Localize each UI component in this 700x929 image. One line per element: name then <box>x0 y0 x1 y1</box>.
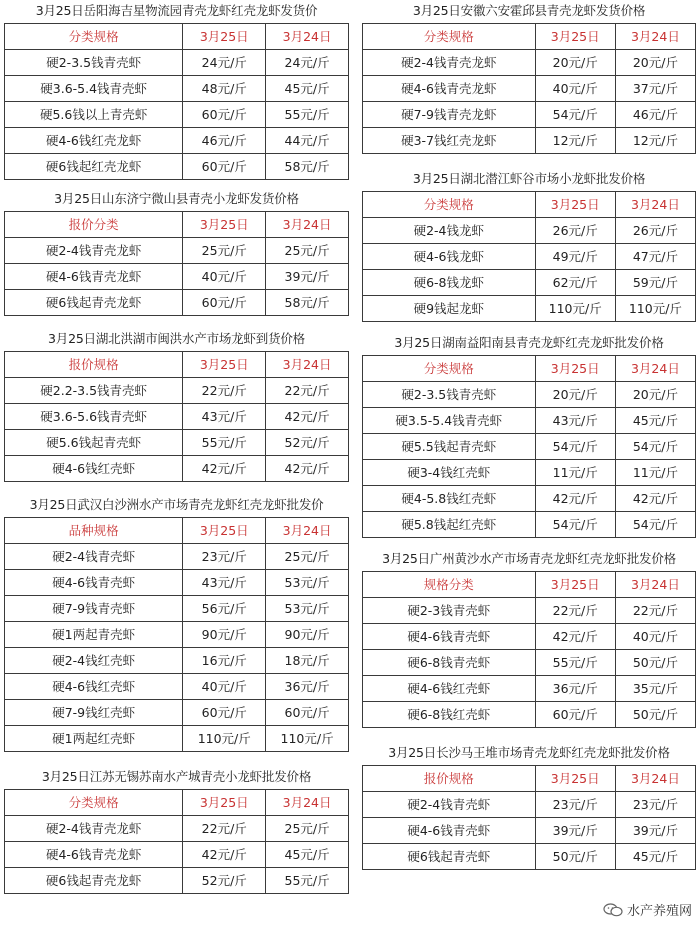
section-title: 3月25日武汉白沙洲水产市场青壳龙虾红壳龙虾批发价 <box>29 497 324 512</box>
price-section <box>362 548 696 728</box>
spec-cell: 硬4-6钱龙虾 <box>363 244 536 270</box>
spec-cell: 硬3.6-5.6钱青壳虾 <box>5 404 183 430</box>
table-row <box>363 128 696 154</box>
table-row <box>363 624 696 650</box>
price-today-cell: 49元/斤 <box>535 244 615 270</box>
header-cell: 3月25日 <box>535 192 615 218</box>
spec-cell: 硬3.5-5.4钱青壳虾 <box>363 408 536 434</box>
price-today-cell: 54元/斤 <box>535 434 615 460</box>
spec-cell: 硬4-6钱红壳虾 <box>5 456 183 482</box>
header-cell: 3月24日 <box>615 24 695 50</box>
table-row <box>363 792 696 818</box>
spec-cell: 硬6钱起青壳龙虾 <box>5 868 183 894</box>
price-today-cell: 60元/斤 <box>535 702 615 728</box>
price-yesterday-cell: 110元/斤 <box>615 296 695 322</box>
price-yesterday-cell: 90元/斤 <box>266 622 349 648</box>
price-yesterday-cell: 20元/斤 <box>615 382 695 408</box>
price-yesterday-cell: 18元/斤 <box>266 648 349 674</box>
spec-cell: 硬5.6钱起青壳虾 <box>5 430 183 456</box>
price-table <box>362 191 696 322</box>
header-cell: 3月24日 <box>266 212 349 238</box>
header-cell: 3月24日 <box>615 572 695 598</box>
price-today-cell: 36元/斤 <box>535 676 615 702</box>
price-today-cell: 62元/斤 <box>535 270 615 296</box>
price-today-cell: 60元/斤 <box>183 102 266 128</box>
table-header-row <box>363 572 696 598</box>
table-row <box>363 512 696 538</box>
spec-cell: 硬3.6-5.4钱青壳虾 <box>5 76 183 102</box>
table-header-row <box>363 192 696 218</box>
table-header-row <box>5 790 349 816</box>
header-cell: 3月25日 <box>183 518 266 544</box>
header-cell: 3月25日 <box>535 356 615 382</box>
price-yesterday-cell: 36元/斤 <box>266 674 349 700</box>
spec-cell: 硬7-9钱红壳虾 <box>5 700 183 726</box>
header-cell: 报价规格 <box>5 352 183 378</box>
price-yesterday-cell: 50元/斤 <box>615 702 695 728</box>
price-today-cell: 40元/斤 <box>183 674 266 700</box>
price-yesterday-cell: 45元/斤 <box>615 844 695 870</box>
header-cell: 品种规格 <box>5 518 183 544</box>
spec-cell: 硬1两起青壳虾 <box>5 622 183 648</box>
table-row <box>5 868 349 894</box>
price-yesterday-cell: 45元/斤 <box>266 76 349 102</box>
spec-cell: 硬2-3钱青壳虾 <box>363 598 536 624</box>
price-table <box>362 765 696 870</box>
spec-cell: 硬2-4钱青壳龙虾 <box>363 50 536 76</box>
price-today-cell: 24元/斤 <box>183 50 266 76</box>
table-row <box>5 76 349 102</box>
table-header-row <box>5 212 349 238</box>
price-today-cell: 60元/斤 <box>183 700 266 726</box>
price-table <box>4 517 349 752</box>
table-row <box>363 598 696 624</box>
price-today-cell: 25元/斤 <box>183 238 266 264</box>
price-today-cell: 40元/斤 <box>535 76 615 102</box>
section-title: 3月25日江苏无锡苏南水产城青壳小龙虾批发价格 <box>41 769 312 784</box>
wechat-logo-icon <box>603 903 623 917</box>
header-cell: 分类规格 <box>363 356 536 382</box>
price-section <box>4 188 349 316</box>
price-yesterday-cell: 44元/斤 <box>266 128 349 154</box>
table-row <box>363 650 696 676</box>
price-yesterday-cell: 37元/斤 <box>615 76 695 102</box>
price-today-cell: 55元/斤 <box>535 650 615 676</box>
spec-cell: 硬4-6钱青壳虾 <box>363 818 536 844</box>
table-row <box>5 102 349 128</box>
price-today-cell: 48元/斤 <box>183 76 266 102</box>
table-row <box>5 264 349 290</box>
table-row <box>5 570 349 596</box>
spec-cell: 硬2-4钱青壳虾 <box>5 544 183 570</box>
table-row <box>5 430 349 456</box>
price-today-cell: 43元/斤 <box>183 570 266 596</box>
spec-cell: 硬4-6钱青壳龙虾 <box>363 76 536 102</box>
header-cell: 分类规格 <box>363 24 536 50</box>
section-title: 3月25日长沙马王堆市场青壳龙虾红壳龙虾批发价格 <box>388 745 670 760</box>
price-yesterday-cell: 22元/斤 <box>266 378 349 404</box>
header-cell: 3月25日 <box>183 352 266 378</box>
price-today-cell: 23元/斤 <box>535 792 615 818</box>
price-yesterday-cell: 11元/斤 <box>615 460 695 486</box>
price-yesterday-cell: 20元/斤 <box>615 50 695 76</box>
price-yesterday-cell: 53元/斤 <box>266 570 349 596</box>
spec-cell: 硬4-6钱红壳虾 <box>5 674 183 700</box>
header-cell: 3月25日 <box>183 24 266 50</box>
spec-cell: 硬6钱起青壳龙虾 <box>5 290 183 316</box>
price-today-cell: 22元/斤 <box>183 378 266 404</box>
spec-cell: 硬4-6钱青壳虾 <box>363 624 536 650</box>
spec-cell: 硬2-3.5钱青壳虾 <box>5 50 183 76</box>
price-yesterday-cell: 39元/斤 <box>266 264 349 290</box>
price-today-cell: 26元/斤 <box>535 218 615 244</box>
header-cell: 分类规格 <box>363 192 536 218</box>
price-section <box>362 0 696 154</box>
price-yesterday-cell: 52元/斤 <box>266 430 349 456</box>
price-today-cell: 43元/斤 <box>535 408 615 434</box>
price-yesterday-cell: 54元/斤 <box>615 434 695 460</box>
price-yesterday-cell: 42元/斤 <box>266 404 349 430</box>
spec-cell: 硬6-8钱青壳虾 <box>363 650 536 676</box>
spec-cell: 硬4-6钱红壳龙虾 <box>5 128 183 154</box>
price-yesterday-cell: 22元/斤 <box>615 598 695 624</box>
price-yesterday-cell: 54元/斤 <box>615 512 695 538</box>
table-row <box>5 622 349 648</box>
table-row <box>363 818 696 844</box>
price-today-cell: 55元/斤 <box>183 430 266 456</box>
header-cell: 3月24日 <box>266 352 349 378</box>
price-yesterday-cell: 42元/斤 <box>615 486 695 512</box>
table-row <box>363 486 696 512</box>
price-yesterday-cell: 26元/斤 <box>615 218 695 244</box>
price-today-cell: 20元/斤 <box>535 382 615 408</box>
table-header-row <box>363 24 696 50</box>
table-row <box>363 702 696 728</box>
table-row <box>363 676 696 702</box>
table-header-row <box>5 518 349 544</box>
price-yesterday-cell: 12元/斤 <box>615 128 695 154</box>
spec-cell: 硬6-8钱龙虾 <box>363 270 536 296</box>
table-row <box>5 154 349 180</box>
spec-cell: 硬6-8钱红壳虾 <box>363 702 536 728</box>
table-row <box>5 842 349 868</box>
price-today-cell: 12元/斤 <box>535 128 615 154</box>
table-row <box>5 596 349 622</box>
section-title: 3月25日湖南益阳南县青壳龙虾红壳龙虾批发价格 <box>394 335 664 350</box>
table-header-row <box>5 24 349 50</box>
table-row <box>5 456 349 482</box>
header-cell: 分类规格 <box>5 24 183 50</box>
watermark <box>603 900 692 919</box>
price-today-cell: 42元/斤 <box>183 456 266 482</box>
price-today-cell: 16元/斤 <box>183 648 266 674</box>
header-cell: 3月25日 <box>535 572 615 598</box>
header-cell: 3月25日 <box>183 212 266 238</box>
table-row <box>363 102 696 128</box>
price-yesterday-cell: 58元/斤 <box>266 154 349 180</box>
table-row <box>363 460 696 486</box>
price-table <box>362 23 696 154</box>
table-row <box>5 238 349 264</box>
spec-cell: 硬2-4钱青壳龙虾 <box>5 238 183 264</box>
price-today-cell: 60元/斤 <box>183 154 266 180</box>
header-cell: 3月24日 <box>615 356 695 382</box>
header-cell: 报价分类 <box>5 212 183 238</box>
price-today-cell: 56元/斤 <box>183 596 266 622</box>
price-table <box>362 571 696 728</box>
price-yesterday-cell: 47元/斤 <box>615 244 695 270</box>
price-yesterday-cell: 55元/斤 <box>266 102 349 128</box>
header-cell: 3月25日 <box>535 766 615 792</box>
price-today-cell: 11元/斤 <box>535 460 615 486</box>
table-row <box>5 128 349 154</box>
spec-cell: 硬2-4钱青壳龙虾 <box>5 816 183 842</box>
spec-cell: 硬5.5钱起青壳虾 <box>363 434 536 460</box>
header-cell: 3月24日 <box>266 518 349 544</box>
header-cell: 规格分类 <box>363 572 536 598</box>
header-cell: 3月25日 <box>535 24 615 50</box>
price-section <box>362 168 696 322</box>
price-today-cell: 42元/斤 <box>183 842 266 868</box>
price-table <box>4 211 349 316</box>
spec-cell: 硬4-6钱青壳虾 <box>5 570 183 596</box>
price-section <box>4 0 349 180</box>
price-yesterday-cell: 35元/斤 <box>615 676 695 702</box>
price-yesterday-cell: 46元/斤 <box>615 102 695 128</box>
price-today-cell: 90元/斤 <box>183 622 266 648</box>
price-yesterday-cell: 23元/斤 <box>615 792 695 818</box>
price-yesterday-cell: 58元/斤 <box>266 290 349 316</box>
price-yesterday-cell: 39元/斤 <box>615 818 695 844</box>
table-row <box>363 218 696 244</box>
table-row <box>5 648 349 674</box>
price-table <box>362 355 696 538</box>
table-row <box>5 816 349 842</box>
price-today-cell: 22元/斤 <box>183 816 266 842</box>
section-title: 3月25日山东济宁微山县青壳小龙虾发货价格 <box>54 191 299 206</box>
spec-cell: 硬4-6钱青壳龙虾 <box>5 264 183 290</box>
spec-cell: 硬9钱起龙虾 <box>363 296 536 322</box>
price-today-cell: 54元/斤 <box>535 512 615 538</box>
price-today-cell: 20元/斤 <box>535 50 615 76</box>
table-row <box>363 76 696 102</box>
price-today-cell: 43元/斤 <box>183 404 266 430</box>
header-cell: 分类规格 <box>5 790 183 816</box>
price-yesterday-cell: 55元/斤 <box>266 868 349 894</box>
price-table <box>4 351 349 482</box>
spec-cell: 硬3-7钱红壳龙虾 <box>363 128 536 154</box>
price-today-cell: 23元/斤 <box>183 544 266 570</box>
table-row <box>5 674 349 700</box>
price-today-cell: 110元/斤 <box>183 726 266 752</box>
price-yesterday-cell: 45元/斤 <box>266 842 349 868</box>
spec-cell: 硬7-9钱青壳龙虾 <box>363 102 536 128</box>
spec-cell: 硬2-4钱龙虾 <box>363 218 536 244</box>
table-row <box>363 844 696 870</box>
spec-cell: 硬3-4钱红壳虾 <box>363 460 536 486</box>
section-title: 3月25日湖北洪湖市闽洪水产市场龙虾到货价格 <box>48 331 305 346</box>
price-yesterday-cell: 110元/斤 <box>266 726 349 752</box>
table-row <box>363 382 696 408</box>
table-row <box>5 404 349 430</box>
price-today-cell: 46元/斤 <box>183 128 266 154</box>
section-title: 3月25日安徽六安霍邱县青壳龙虾发货价格 <box>412 3 646 18</box>
price-today-cell: 39元/斤 <box>535 818 615 844</box>
price-section <box>362 742 696 870</box>
price-table <box>4 789 349 894</box>
price-yesterday-cell: 59元/斤 <box>615 270 695 296</box>
section-title: 3月25日岳阳海吉星物流园青壳龙虾红壳龙虾发货价 <box>35 3 318 18</box>
header-cell: 报价规格 <box>363 766 536 792</box>
table-header-row <box>363 356 696 382</box>
header-cell: 3月25日 <box>183 790 266 816</box>
header-cell: 3月24日 <box>266 24 349 50</box>
table-row <box>363 244 696 270</box>
spec-cell: 硬7-9钱青壳虾 <box>5 596 183 622</box>
spec-cell: 硬2-4钱红壳虾 <box>5 648 183 674</box>
spec-cell: 硬2.2-3.5钱青壳虾 <box>5 378 183 404</box>
section-title: 3月25日广州黄沙水产市场青壳龙虾红壳龙虾批发价格 <box>382 551 676 566</box>
spec-cell: 硬1两起红壳虾 <box>5 726 183 752</box>
spec-cell: 硬4-5.8钱红壳虾 <box>363 486 536 512</box>
table-header-row <box>363 766 696 792</box>
table-row <box>5 544 349 570</box>
table-row <box>5 378 349 404</box>
table-row <box>5 290 349 316</box>
price-yesterday-cell: 40元/斤 <box>615 624 695 650</box>
price-today-cell: 50元/斤 <box>535 844 615 870</box>
table-row <box>363 434 696 460</box>
price-yesterday-cell: 25元/斤 <box>266 544 349 570</box>
price-section <box>362 332 696 538</box>
table-row <box>5 700 349 726</box>
price-today-cell: 60元/斤 <box>183 290 266 316</box>
price-today-cell: 110元/斤 <box>535 296 615 322</box>
spec-cell: 硬5.6钱以上青壳虾 <box>5 102 183 128</box>
price-today-cell: 42元/斤 <box>535 486 615 512</box>
table-row <box>363 270 696 296</box>
header-cell: 3月24日 <box>615 766 695 792</box>
spec-cell: 硬6钱起红壳龙虾 <box>5 154 183 180</box>
spec-cell: 硬2-3.5钱青壳虾 <box>363 382 536 408</box>
price-yesterday-cell: 42元/斤 <box>266 456 349 482</box>
price-yesterday-cell: 45元/斤 <box>615 408 695 434</box>
price-today-cell: 40元/斤 <box>183 264 266 290</box>
table-row <box>363 50 696 76</box>
price-yesterday-cell: 53元/斤 <box>266 596 349 622</box>
price-section <box>4 494 349 752</box>
spec-cell: 硬6钱起青壳虾 <box>363 844 536 870</box>
table-row <box>5 50 349 76</box>
table-row <box>5 726 349 752</box>
price-today-cell: 42元/斤 <box>535 624 615 650</box>
table-header-row <box>5 352 349 378</box>
price-yesterday-cell: 50元/斤 <box>615 650 695 676</box>
price-today-cell: 22元/斤 <box>535 598 615 624</box>
watermark-text: 水产养殖网 <box>626 904 692 919</box>
spec-cell: 硬4-6钱青壳龙虾 <box>5 842 183 868</box>
price-yesterday-cell: 25元/斤 <box>266 816 349 842</box>
price-section <box>4 328 349 482</box>
header-cell: 3月24日 <box>266 790 349 816</box>
section-title: 3月25日湖北潜江虾谷市场小龙虾批发价格 <box>412 171 646 186</box>
spec-cell: 硬4-6钱红壳虾 <box>363 676 536 702</box>
table-row <box>363 296 696 322</box>
price-yesterday-cell: 25元/斤 <box>266 238 349 264</box>
price-today-cell: 52元/斤 <box>183 868 266 894</box>
price-yesterday-cell: 24元/斤 <box>266 50 349 76</box>
price-today-cell: 54元/斤 <box>535 102 615 128</box>
header-cell: 3月24日 <box>615 192 695 218</box>
table-row <box>363 408 696 434</box>
price-yesterday-cell: 60元/斤 <box>266 700 349 726</box>
price-table <box>4 23 349 180</box>
spec-cell: 硬2-4钱青壳虾 <box>363 792 536 818</box>
spec-cell: 硬5.8钱起红壳虾 <box>363 512 536 538</box>
price-section <box>4 766 349 894</box>
